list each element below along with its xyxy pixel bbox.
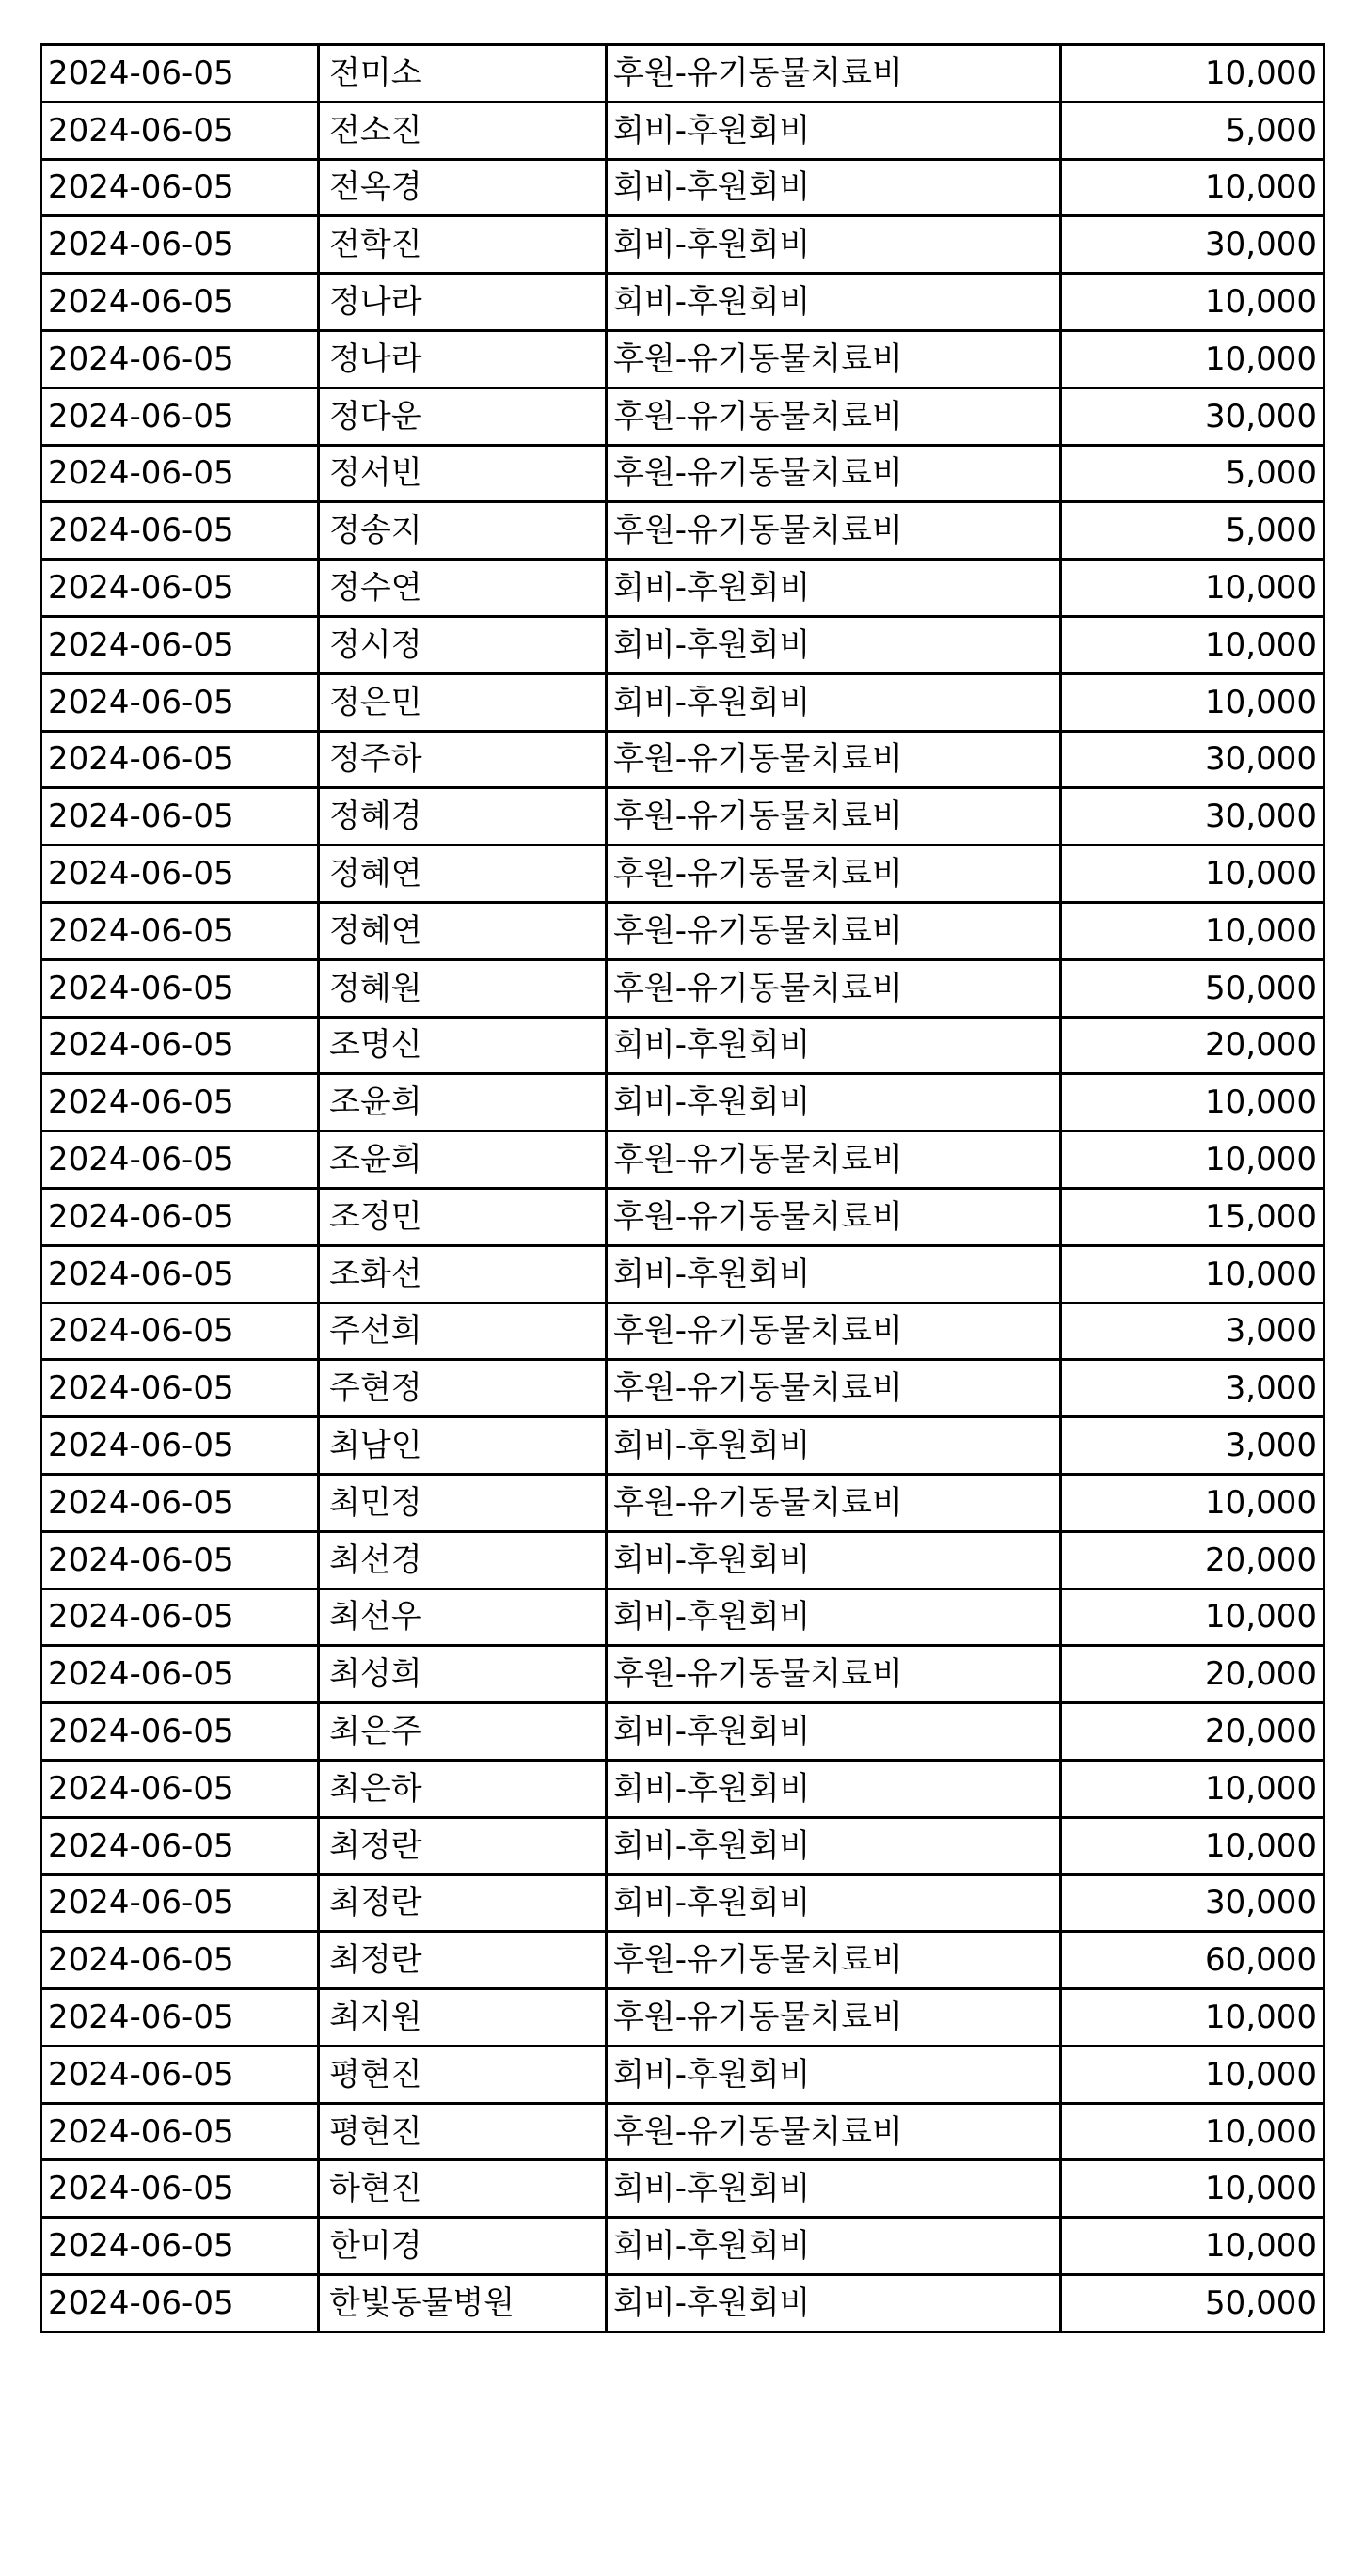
amount-cell: 10,000 (1061, 1074, 1324, 1131)
category-cell: 후원-유기동물치료비 (607, 1474, 1061, 1531)
table-row (41, 616, 1324, 673)
category-cell: 회비-후원회비 (607, 2218, 1061, 2275)
amount-cell: 10,000 (1061, 673, 1324, 731)
amount-cell: 10,000 (1061, 902, 1324, 959)
category-cell: 회비-후원회비 (607, 1703, 1061, 1761)
date-cell: 2024-06-05 (41, 902, 319, 959)
donor-name-cell: 최성희 (319, 1646, 607, 1703)
category-cell: 후원-유기동물치료비 (607, 1360, 1061, 1417)
table-row (41, 1131, 1324, 1189)
category-cell: 회비-후원회비 (607, 1074, 1061, 1131)
table-row (41, 2275, 1324, 2332)
donor-name-cell: 정혜원 (319, 959, 607, 1017)
donor-name-cell: 조화선 (319, 1245, 607, 1303)
date-cell: 2024-06-05 (41, 2275, 319, 2332)
amount-cell: 10,000 (1061, 1588, 1324, 1646)
date-cell: 2024-06-05 (41, 102, 319, 159)
amount-cell: 10,000 (1061, 560, 1324, 617)
date-cell: 2024-06-05 (41, 2160, 319, 2218)
amount-cell: 10,000 (1061, 1474, 1324, 1531)
amount-cell: 10,000 (1061, 330, 1324, 387)
amount-cell: 10,000 (1061, 2103, 1324, 2160)
date-cell: 2024-06-05 (41, 330, 319, 387)
donor-name-cell: 최정란 (319, 1932, 607, 1989)
date-cell: 2024-06-05 (41, 216, 319, 274)
donor-name-cell: 최선경 (319, 1531, 607, 1588)
donor-name-cell: 최정란 (319, 1874, 607, 1932)
table-row (41, 2103, 1324, 2160)
category-cell: 후원-유기동물치료비 (607, 1646, 1061, 1703)
amount-cell: 10,000 (1061, 2160, 1324, 2218)
donor-name-cell: 정서빈 (319, 445, 607, 502)
donor-name-cell: 정은민 (319, 673, 607, 731)
table-row (41, 1074, 1324, 1131)
table-row (41, 731, 1324, 788)
table-row (41, 1531, 1324, 1588)
donor-name-cell: 정나라 (319, 330, 607, 387)
date-cell: 2024-06-05 (41, 1817, 319, 1874)
date-cell: 2024-06-05 (41, 1017, 319, 1074)
date-cell: 2024-06-05 (41, 1131, 319, 1189)
category-cell: 후원-유기동물치료비 (607, 902, 1061, 959)
donor-name-cell: 정시정 (319, 616, 607, 673)
category-cell: 후원-유기동물치료비 (607, 1188, 1061, 1245)
donation-ledger-table (40, 43, 1325, 2333)
donor-name-cell: 전미소 (319, 45, 607, 103)
category-cell: 회비-후원회비 (607, 102, 1061, 159)
table-row (41, 1017, 1324, 1074)
amount-cell: 10,000 (1061, 2046, 1324, 2103)
category-cell: 회비-후원회비 (607, 1245, 1061, 1303)
donor-name-cell: 정주하 (319, 731, 607, 788)
category-cell: 후원-유기동물치료비 (607, 45, 1061, 103)
table-row (41, 788, 1324, 845)
table-row (41, 1989, 1324, 2047)
donor-name-cell: 정다운 (319, 387, 607, 445)
table-row (41, 502, 1324, 560)
table-row (41, 673, 1324, 731)
date-cell: 2024-06-05 (41, 1703, 319, 1761)
amount-cell: 5,000 (1061, 502, 1324, 560)
amount-cell: 10,000 (1061, 159, 1324, 216)
date-cell: 2024-06-05 (41, 387, 319, 445)
date-cell: 2024-06-05 (41, 1646, 319, 1703)
donor-name-cell: 최지원 (319, 1989, 607, 2047)
date-cell: 2024-06-05 (41, 1074, 319, 1131)
donor-name-cell: 전소진 (319, 102, 607, 159)
amount-cell: 10,000 (1061, 845, 1324, 903)
category-cell: 후원-유기동물치료비 (607, 445, 1061, 502)
category-cell: 회비-후원회비 (607, 1417, 1061, 1475)
amount-cell: 10,000 (1061, 1817, 1324, 1874)
date-cell: 2024-06-05 (41, 1245, 319, 1303)
amount-cell: 3,000 (1061, 1417, 1324, 1475)
table-row (41, 1417, 1324, 1475)
donor-name-cell: 하현진 (319, 2160, 607, 2218)
category-cell: 회비-후원회비 (607, 1817, 1061, 1874)
table-row (41, 902, 1324, 959)
ledger-body (41, 45, 1324, 2332)
date-cell: 2024-06-05 (41, 1188, 319, 1245)
category-cell: 회비-후원회비 (607, 216, 1061, 274)
category-cell: 후원-유기동물치료비 (607, 1131, 1061, 1189)
amount-cell: 30,000 (1061, 1874, 1324, 1932)
amount-cell: 60,000 (1061, 1932, 1324, 1989)
donor-name-cell: 최은주 (319, 1703, 607, 1761)
table-row (41, 387, 1324, 445)
table-row (41, 1874, 1324, 1932)
table-row (41, 159, 1324, 216)
date-cell: 2024-06-05 (41, 1874, 319, 1932)
table-row (41, 1646, 1324, 1703)
donor-name-cell: 정송지 (319, 502, 607, 560)
date-cell: 2024-06-05 (41, 616, 319, 673)
table-row (41, 959, 1324, 1017)
donor-name-cell: 최은하 (319, 1760, 607, 1817)
table-row (41, 1474, 1324, 1531)
table-row (41, 330, 1324, 387)
donor-name-cell: 정수연 (319, 560, 607, 617)
table-row (41, 1817, 1324, 1874)
amount-cell: 30,000 (1061, 788, 1324, 845)
date-cell: 2024-06-05 (41, 274, 319, 331)
donor-name-cell: 정혜연 (319, 845, 607, 903)
date-cell: 2024-06-05 (41, 445, 319, 502)
amount-cell: 20,000 (1061, 1703, 1324, 1761)
amount-cell: 10,000 (1061, 1131, 1324, 1189)
donor-name-cell: 조정민 (319, 1188, 607, 1245)
table-row (41, 45, 1324, 103)
donor-name-cell: 정혜연 (319, 902, 607, 959)
amount-cell: 10,000 (1061, 1245, 1324, 1303)
donor-name-cell: 전옥경 (319, 159, 607, 216)
date-cell: 2024-06-05 (41, 2103, 319, 2160)
amount-cell: 3,000 (1061, 1360, 1324, 1417)
table-row (41, 1303, 1324, 1360)
donor-name-cell: 조윤희 (319, 1131, 607, 1189)
donor-name-cell: 주현정 (319, 1360, 607, 1417)
category-cell: 회비-후원회비 (607, 2046, 1061, 2103)
amount-cell: 10,000 (1061, 1760, 1324, 1817)
table-row (41, 1588, 1324, 1646)
table-row (41, 845, 1324, 903)
date-cell: 2024-06-05 (41, 1303, 319, 1360)
table-row (41, 2160, 1324, 2218)
amount-cell: 50,000 (1061, 959, 1324, 1017)
category-cell: 후원-유기동물치료비 (607, 845, 1061, 903)
amount-cell: 15,000 (1061, 1188, 1324, 1245)
date-cell: 2024-06-05 (41, 1531, 319, 1588)
date-cell: 2024-06-05 (41, 673, 319, 731)
category-cell: 회비-후원회비 (607, 2160, 1061, 2218)
amount-cell: 20,000 (1061, 1646, 1324, 1703)
category-cell: 후원-유기동물치료비 (607, 387, 1061, 445)
donor-name-cell: 정혜경 (319, 788, 607, 845)
table-row (41, 1703, 1324, 1761)
amount-cell: 20,000 (1061, 1531, 1324, 1588)
amount-cell: 5,000 (1061, 445, 1324, 502)
table-row (41, 2046, 1324, 2103)
donor-name-cell: 평현진 (319, 2103, 607, 2160)
date-cell: 2024-06-05 (41, 560, 319, 617)
category-cell: 후원-유기동물치료비 (607, 1932, 1061, 1989)
date-cell: 2024-06-05 (41, 1932, 319, 1989)
date-cell: 2024-06-05 (41, 731, 319, 788)
date-cell: 2024-06-05 (41, 1989, 319, 2047)
date-cell: 2024-06-05 (41, 959, 319, 1017)
date-cell: 2024-06-05 (41, 1474, 319, 1531)
amount-cell: 10,000 (1061, 45, 1324, 103)
table-row (41, 1760, 1324, 1817)
amount-cell: 10,000 (1061, 1989, 1324, 2047)
category-cell: 후원-유기동물치료비 (607, 2103, 1061, 2160)
category-cell: 회비-후원회비 (607, 616, 1061, 673)
date-cell: 2024-06-05 (41, 788, 319, 845)
date-cell: 2024-06-05 (41, 1588, 319, 1646)
amount-cell: 10,000 (1061, 2218, 1324, 2275)
date-cell: 2024-06-05 (41, 1360, 319, 1417)
category-cell: 회비-후원회비 (607, 1531, 1061, 1588)
table-row (41, 2218, 1324, 2275)
donor-name-cell: 주선희 (319, 1303, 607, 1360)
donor-name-cell: 최민정 (319, 1474, 607, 1531)
category-cell: 회비-후원회비 (607, 1017, 1061, 1074)
date-cell: 2024-06-05 (41, 2046, 319, 2103)
donor-name-cell: 조명신 (319, 1017, 607, 1074)
amount-cell: 30,000 (1061, 731, 1324, 788)
donor-name-cell: 최남인 (319, 1417, 607, 1475)
amount-cell: 30,000 (1061, 387, 1324, 445)
amount-cell: 10,000 (1061, 274, 1324, 331)
date-cell: 2024-06-05 (41, 845, 319, 903)
table-row (41, 1245, 1324, 1303)
date-cell: 2024-06-05 (41, 1760, 319, 1817)
category-cell: 후원-유기동물치료비 (607, 502, 1061, 560)
donor-name-cell: 최정란 (319, 1817, 607, 1874)
donor-name-cell: 한빛동물병원 (319, 2275, 607, 2332)
donor-name-cell: 전학진 (319, 216, 607, 274)
amount-cell: 5,000 (1061, 102, 1324, 159)
donor-name-cell: 한미경 (319, 2218, 607, 2275)
table-row (41, 274, 1324, 331)
amount-cell: 30,000 (1061, 216, 1324, 274)
donor-name-cell: 정나라 (319, 274, 607, 331)
date-cell: 2024-06-05 (41, 45, 319, 103)
amount-cell: 20,000 (1061, 1017, 1324, 1074)
amount-cell: 50,000 (1061, 2275, 1324, 2332)
table-row (41, 102, 1324, 159)
donor-name-cell: 평현진 (319, 2046, 607, 2103)
amount-cell: 3,000 (1061, 1303, 1324, 1360)
donor-name-cell: 조윤희 (319, 1074, 607, 1131)
category-cell: 후원-유기동물치료비 (607, 1303, 1061, 1360)
category-cell: 회비-후원회비 (607, 1588, 1061, 1646)
category-cell: 회비-후원회비 (607, 2275, 1061, 2332)
donor-name-cell: 최선우 (319, 1588, 607, 1646)
category-cell: 후원-유기동물치료비 (607, 731, 1061, 788)
category-cell: 회비-후원회비 (607, 274, 1061, 331)
table-row (41, 1932, 1324, 1989)
date-cell: 2024-06-05 (41, 2218, 319, 2275)
table-row (41, 445, 1324, 502)
date-cell: 2024-06-05 (41, 159, 319, 216)
category-cell: 후원-유기동물치료비 (607, 330, 1061, 387)
category-cell: 후원-유기동물치료비 (607, 788, 1061, 845)
category-cell: 후원-유기동물치료비 (607, 959, 1061, 1017)
category-cell: 회비-후원회비 (607, 673, 1061, 731)
date-cell: 2024-06-05 (41, 502, 319, 560)
category-cell: 회비-후원회비 (607, 560, 1061, 617)
table-row (41, 1360, 1324, 1417)
date-cell: 2024-06-05 (41, 1417, 319, 1475)
table-row (41, 1188, 1324, 1245)
amount-cell: 10,000 (1061, 616, 1324, 673)
table-row (41, 216, 1324, 274)
category-cell: 회비-후원회비 (607, 1874, 1061, 1932)
category-cell: 회비-후원회비 (607, 1760, 1061, 1817)
table-row (41, 560, 1324, 617)
category-cell: 후원-유기동물치료비 (607, 1989, 1061, 2047)
category-cell: 회비-후원회비 (607, 159, 1061, 216)
